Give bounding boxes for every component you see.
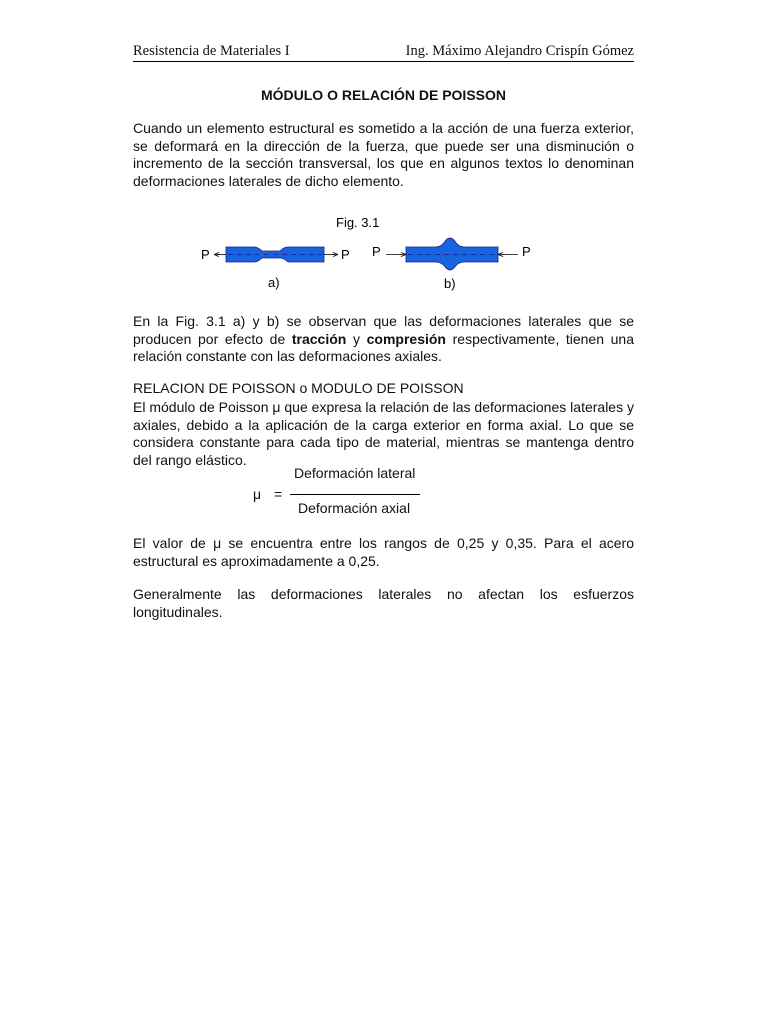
term-compresion: compresión [366, 330, 446, 347]
force-label-b-left: P [372, 244, 381, 259]
figure-caption: Fig. 3.1 [336, 215, 380, 230]
fraction-bar [290, 494, 420, 495]
p2-text-1: En la Fig. 3.1 a) y b) se observan que las deformaciones laterales que se producen por efecto de [133, 313, 634, 347]
header-course-title: Resistencia de Materiales I [133, 43, 290, 59]
label-b: b) [444, 276, 456, 291]
figure-explanation-paragraph [133, 313, 634, 366]
section-heading-connector: o [295, 380, 312, 396]
poisson-formula [250, 464, 430, 520]
poisson-definition-paragraph [133, 399, 634, 469]
figure-3-1 [196, 204, 542, 296]
formula-numerator: Deformación lateral [294, 465, 416, 481]
formula-equals: = [274, 486, 283, 502]
term-traccion: tracción [291, 330, 347, 347]
conclusion-paragraph: Generalmente las deformaciones laterales no afectan los esfuerzos longitudinales. [133, 586, 634, 620]
section-heading-part-2: MODULO DE POISSON [311, 380, 464, 396]
force-label-b-right: P [522, 244, 531, 259]
page-title: MÓDULO O RELACIÓN DE POISSON [260, 87, 506, 103]
value-range-paragraph [133, 535, 634, 570]
p3-text-2: que expresa la relación de las deformaciones laterales y axiales, debido a la aplicación de la carga exterior en forma axial. Lo que se considera constante para cada tipo de material, mientras se mantenga dentro del rango elástico. [133, 399, 634, 468]
section-heading-part-1: RELACION DE POISSON [133, 380, 296, 396]
label-a: a) [268, 275, 280, 290]
formula-mu: μ [253, 486, 262, 502]
p2-text-3: respectivamente, tienen una relación constante con las deformaciones axiales. [133, 330, 635, 364]
p3-text-1: El módulo de Poisson [133, 399, 273, 415]
page-header [133, 42, 634, 62]
poisson-deformation-diagram [196, 204, 542, 296]
section-heading [133, 380, 634, 398]
formula-denominator: Deformación axial [298, 500, 411, 516]
p4-text-1: El valor de [133, 535, 214, 551]
mu-symbol-inline-2: μ [213, 535, 222, 551]
intro-paragraph: Cuando un elemento estructural es sometido a la acción de una fuerza exterior, se deformará en la dirección de la fuerza, que puede ser una disminución o incremento de la sección transversal, los que en algunos textos lo denominan deformaciones laterales de dicho elemento. [133, 120, 634, 189]
force-label-a-right: P [341, 247, 350, 262]
mu-symbol-inline: μ [272, 399, 281, 415]
compression-bar [406, 238, 498, 270]
p4-text-2: se encuentra entre los rangos de 0,25 y 0,35. Para el acero estructural es aproximadamente a 0,25. [133, 535, 634, 569]
force-label-a-left: P [201, 247, 210, 262]
header-author: Ing. Máximo Alejandro Crispín Gómez [405, 43, 634, 59]
p2-text-2: y [346, 330, 367, 347]
